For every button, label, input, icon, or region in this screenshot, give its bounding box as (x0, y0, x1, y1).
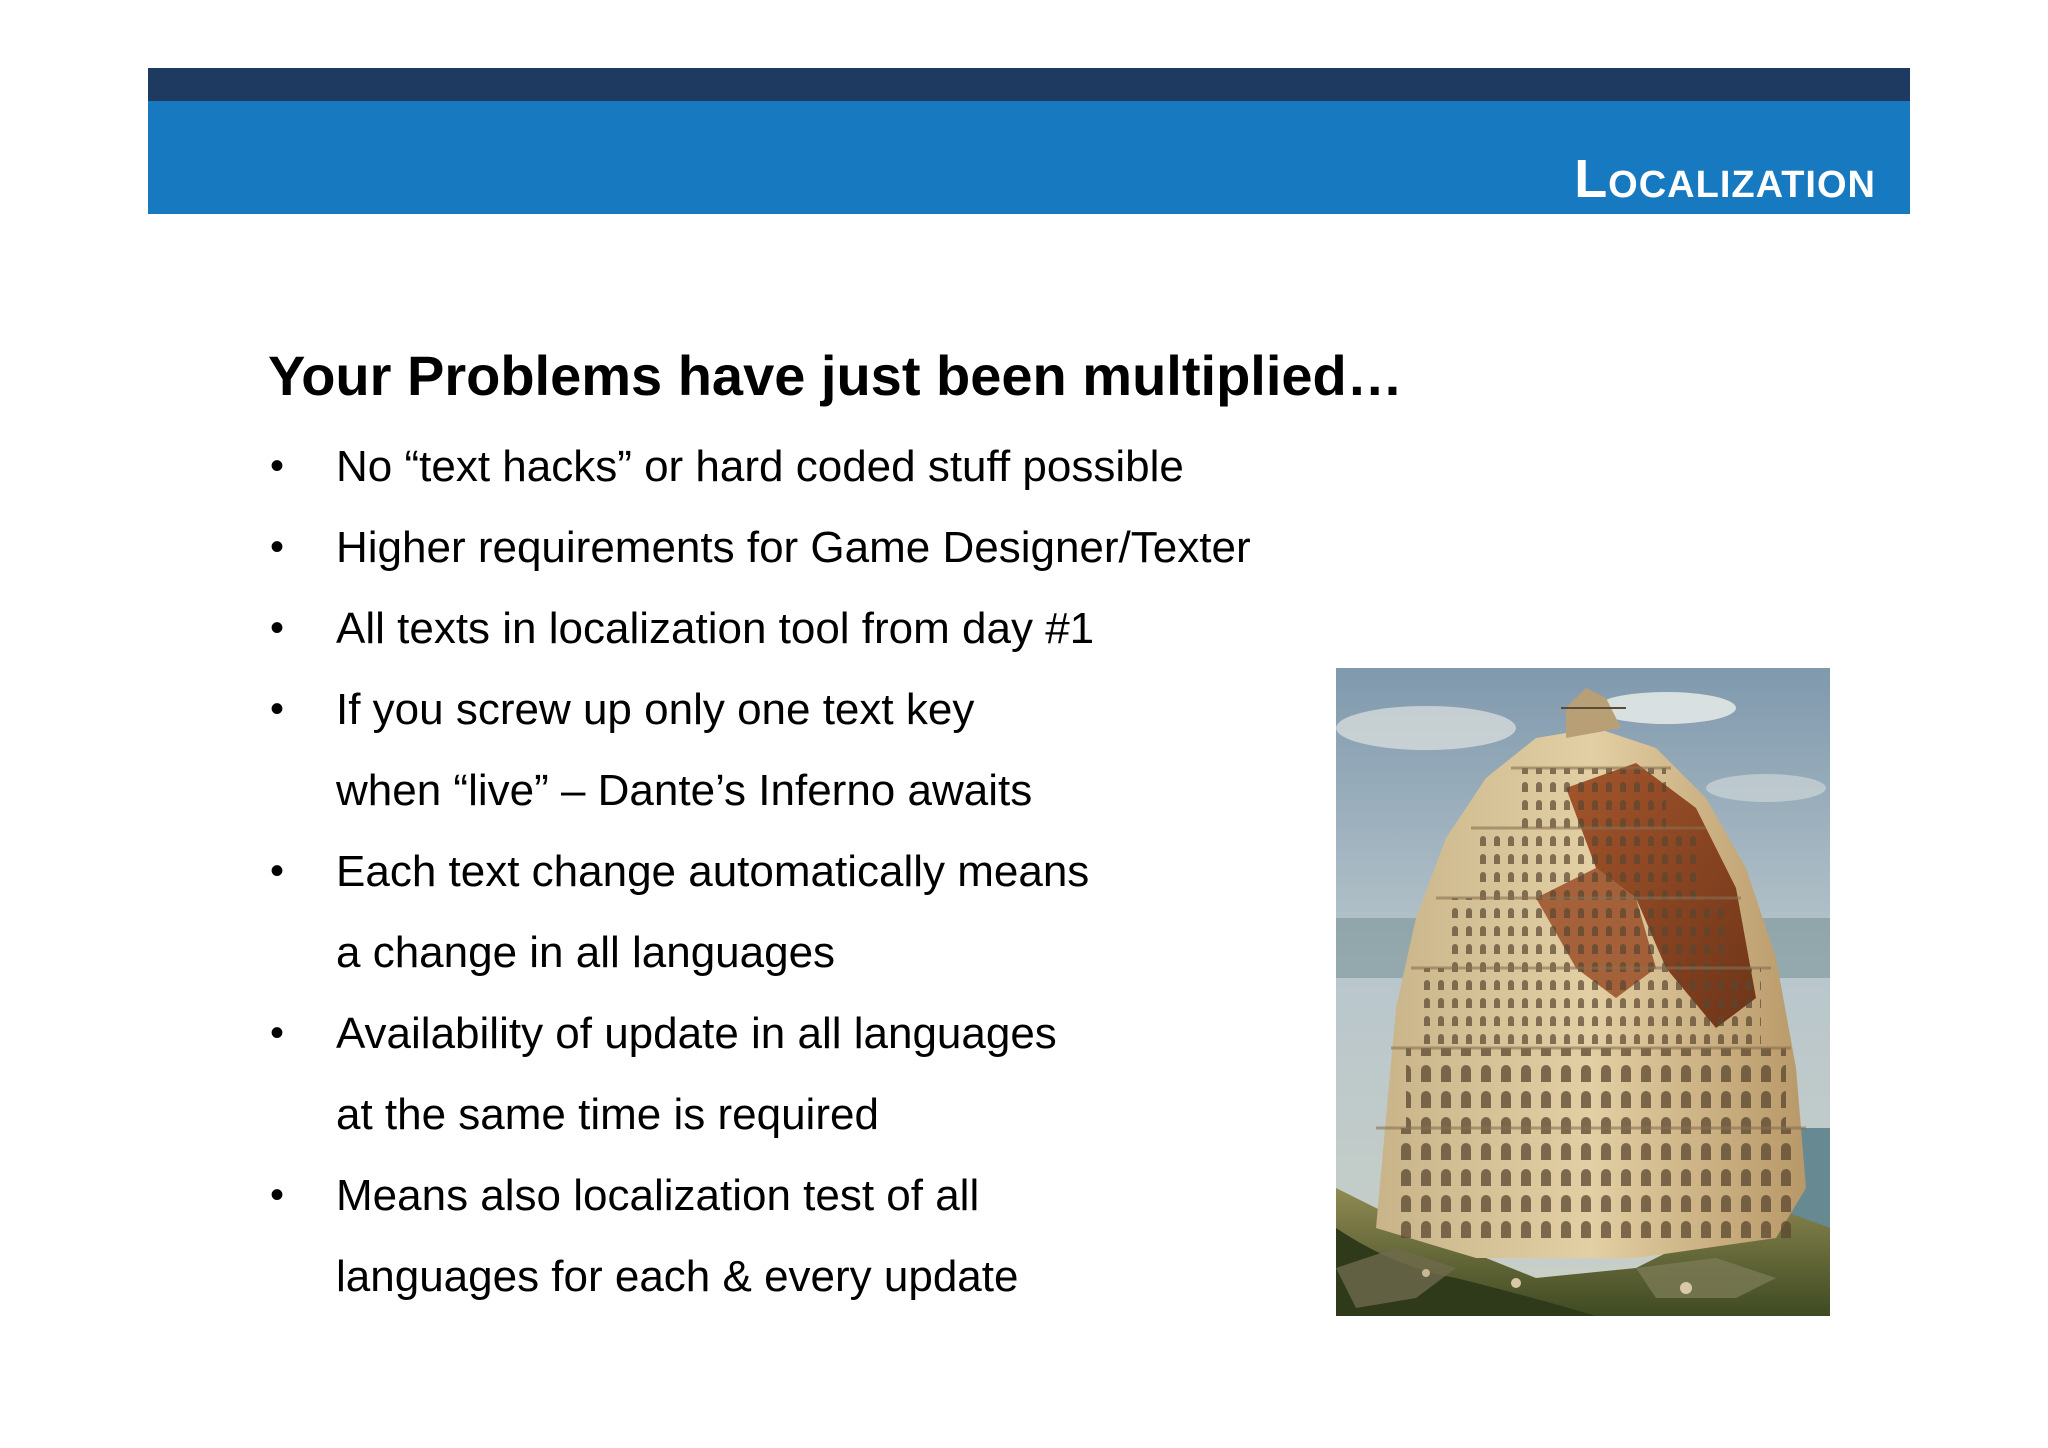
bullet-text-continued: at the same time is required (336, 1090, 879, 1139)
bullet-item (268, 507, 1368, 588)
bullet-text: All texts in localization tool from day #1 (336, 604, 1095, 653)
bullet-text: Higher requirements for Game Designer/Texter (336, 523, 1251, 572)
bullet-marker: • (270, 687, 285, 731)
bullet-text-continued: a change in all languages (336, 928, 836, 977)
bullet-item (268, 831, 1368, 993)
bullet-marker: • (270, 444, 285, 488)
slide-heading: Your Problems have just been multiplied… (268, 344, 1403, 407)
header-band (148, 68, 1910, 214)
bullet-list (268, 426, 1368, 1317)
bullet-text: Means also localization test of all (336, 1171, 980, 1220)
slide-section-title: Localization (1574, 149, 1876, 209)
bullet-text-continued: when “live” – Dante’s Inferno awaits (336, 766, 1033, 815)
header-dark-stripe (148, 68, 1910, 101)
bullet-marker: • (270, 525, 285, 569)
bullet-item (268, 426, 1368, 507)
bullet-text: If you screw up only one text key (336, 685, 975, 734)
bullet-item (268, 993, 1368, 1155)
bullet-item (268, 669, 1368, 831)
bullet-text: No “text hacks” or hard coded stuff possible (336, 442, 1184, 491)
tower-of-babel-painting (1336, 668, 1830, 1316)
bullet-marker: • (270, 606, 285, 650)
bullet-marker: • (270, 849, 285, 893)
tower-of-babel-illustration (1336, 668, 1830, 1316)
bullet-text: Each text change automatically means (336, 847, 1090, 896)
bullet-item (268, 1155, 1368, 1317)
bullet-marker: • (270, 1011, 285, 1055)
header-main-stripe (148, 101, 1910, 214)
bullet-text-continued: languages for each & every update (336, 1252, 1019, 1301)
bullet-text: Availability of update in all languages (336, 1009, 1057, 1058)
bullet-item (268, 588, 1368, 669)
bullet-marker: • (270, 1173, 285, 1217)
